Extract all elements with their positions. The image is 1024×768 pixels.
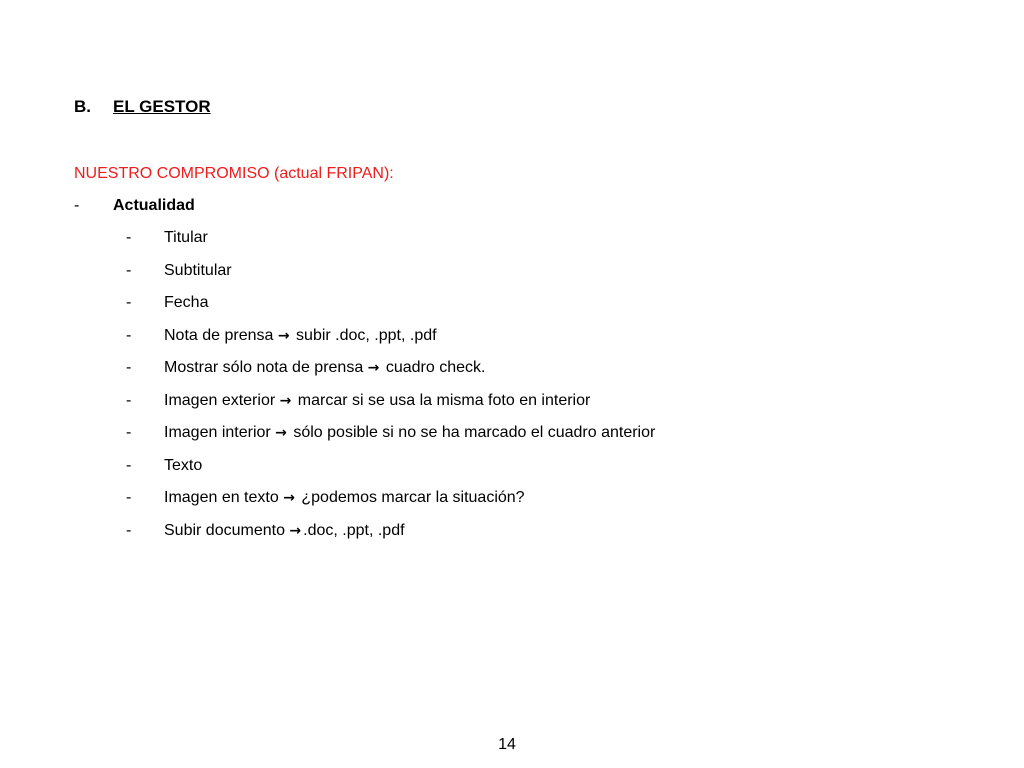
list-item-dash: -: [126, 294, 132, 311]
list-item-text: Imagen interior: [164, 424, 276, 441]
section-heading: [74, 96, 211, 118]
list-item-text: Subir documento: [164, 521, 290, 539]
arrow-right-icon: →: [367, 360, 380, 376]
arrow-right-icon: →: [289, 522, 302, 539]
list-item-dash: -: [126, 261, 132, 279]
arrow-right-icon: →: [275, 425, 287, 441]
category-label: Actualidad: [113, 197, 195, 214]
category-heading: [74, 195, 195, 217]
arrow-right-icon: →: [279, 392, 292, 409]
list-item-dash: -: [126, 521, 132, 539]
list-item-dash: -: [126, 359, 132, 376]
arrow-right-icon: →: [283, 490, 295, 506]
arrow-right-icon: →: [277, 327, 290, 344]
list-item: [126, 520, 655, 553]
list-item: [126, 292, 655, 325]
list-item-detail: sólo posible si no se ha marcado el cuadro anterior: [288, 424, 656, 441]
list-item-dash: -: [126, 326, 132, 344]
list-item-text: Imagen en texto: [164, 489, 284, 506]
list-item: [126, 455, 655, 488]
list-item: [126, 325, 655, 358]
list-item-detail: subir .doc, .ppt, .pdf: [291, 326, 437, 344]
list-item: [126, 260, 655, 293]
list-item-dash: -: [126, 424, 132, 441]
list-item-dash: -: [126, 489, 132, 506]
list-item-text: Fecha: [164, 294, 209, 311]
list-item-detail: .doc, .ppt, .pdf: [303, 521, 405, 539]
list-item-text: Subtitular: [164, 261, 232, 279]
commitment-heading: NUESTRO COMPROMISO (actual FRIPAN):: [74, 165, 394, 182]
section-title: EL GESTOR: [113, 97, 211, 116]
list-item: [126, 390, 655, 423]
list-item: [126, 422, 655, 455]
list-item-text: Mostrar sólo nota de prensa: [164, 359, 368, 376]
list-item-detail: cuadro check.: [381, 359, 486, 376]
list-item-dash: -: [126, 229, 132, 246]
list-item-dash: -: [126, 456, 132, 474]
list-item-dash: -: [126, 391, 132, 409]
field-list: [126, 227, 655, 552]
list-item-detail: ¿podemos marcar la situación?: [296, 489, 525, 506]
list-item-detail: marcar si se usa la misma foto en interior: [293, 391, 591, 409]
list-item-text: Titular: [164, 229, 208, 246]
section-letter: B.: [74, 97, 91, 116]
list-item-text: Nota de prensa: [164, 326, 278, 344]
list-item-text: Imagen exterior: [164, 391, 280, 409]
list-item: [126, 357, 655, 390]
list-item-text: Texto: [164, 456, 203, 474]
page-number: 14: [498, 736, 516, 753]
category-dash: -: [74, 197, 80, 214]
list-item: [126, 487, 655, 520]
list-item: [126, 227, 655, 260]
